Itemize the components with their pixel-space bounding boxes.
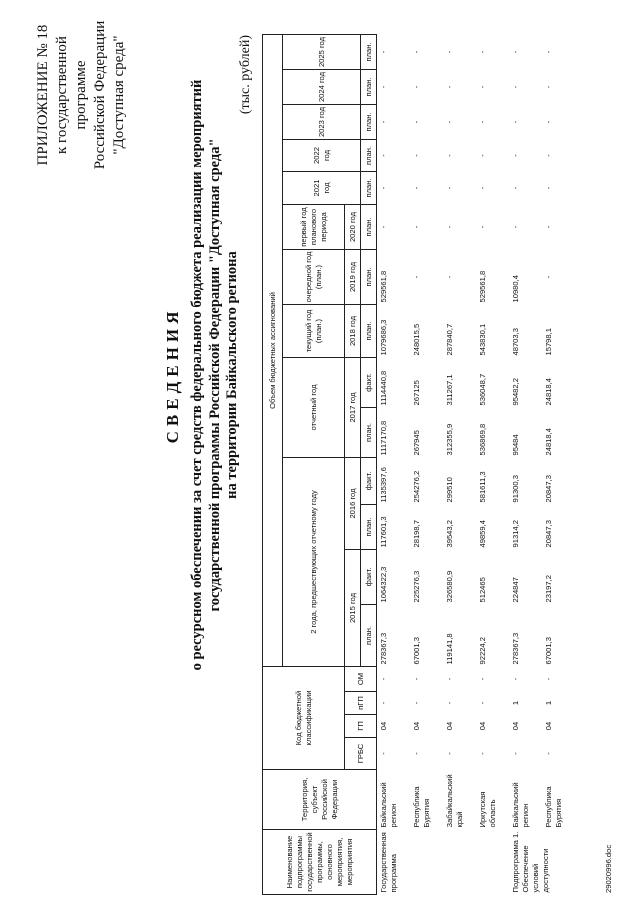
value-cell: 326580,9 <box>445 570 454 603</box>
value-cell: 581611,3 <box>478 471 487 503</box>
code-cell: - <box>445 752 454 755</box>
code-cell: - <box>478 677 487 681</box>
value-cell: - <box>412 154 421 157</box>
value-cell: 267125 <box>412 380 421 406</box>
value-cell: - <box>445 154 454 157</box>
territory-cell: Байкальский регион <box>379 782 398 828</box>
code-cell: - <box>379 677 388 681</box>
value-cell: 536869,8 <box>478 423 487 456</box>
value-cell: 92224,2 <box>478 637 487 665</box>
value-cell: - <box>445 85 454 89</box>
value-cell: 91314,2 <box>511 520 520 548</box>
header-plan: план. <box>361 305 377 358</box>
territory-cell: Республика Бурятия <box>544 786 563 828</box>
header-plan: план. <box>361 408 377 458</box>
territory-cell: Байкальский регион <box>511 782 530 828</box>
budget-table <box>262 34 575 895</box>
value-cell: 10980,4 <box>511 275 520 303</box>
header-year-2017: 2017 год <box>345 358 361 458</box>
value-cell: - <box>511 186 520 190</box>
header-plan: план. <box>361 505 377 550</box>
header-plan: план. <box>361 70 377 105</box>
value-cell: - <box>511 50 520 54</box>
value-cell: 20847,3 <box>544 475 553 503</box>
value-cell: - <box>478 120 487 124</box>
table-row <box>443 35 476 895</box>
value-cell: 117601,3 <box>379 516 388 548</box>
code-cell: 1 <box>511 700 520 706</box>
value-cell: - <box>511 120 520 124</box>
code-cell: - <box>544 752 553 755</box>
header-2021: 2021 год <box>283 172 361 205</box>
header-year-2015: 2015 год <box>345 550 361 667</box>
header-year-2019: 2019 год <box>345 250 361 305</box>
value-cell: 23197,2 <box>544 575 553 603</box>
value-cell: 28198,7 <box>412 520 421 548</box>
value-cell: 543830,1 <box>478 323 487 356</box>
file-name: 29020996.doc <box>604 844 613 893</box>
code-cell: 04 <box>379 721 388 731</box>
value-cell: - <box>478 85 487 89</box>
value-cell: - <box>511 225 520 229</box>
header-2024: 2024 год <box>283 70 361 105</box>
header-code-om: ОМ <box>345 667 377 692</box>
code-cell: 04 <box>511 721 520 731</box>
value-cell: 536048,7 <box>478 373 487 406</box>
value-cell: 67001,3 <box>544 637 553 665</box>
table-row <box>410 35 443 895</box>
value-cell: 1079686,3 <box>379 319 388 356</box>
subtitle-line: о ресурсном обеспечении за счет средств федерального бюджета реализации мероприятий <box>189 79 205 671</box>
value-cell: - <box>544 154 553 157</box>
value-cell: - <box>478 154 487 157</box>
value-cell: 225276,3 <box>412 570 421 603</box>
value-cell: 24818,4 <box>544 428 553 456</box>
value-cell: 278367,3 <box>379 632 388 665</box>
value-cell: 48703,3 <box>511 328 520 356</box>
header-year-2020: 2020 год <box>345 205 361 250</box>
code-cell: - <box>445 677 454 681</box>
header-code-group: Код бюджетной классификации <box>263 667 345 770</box>
value-cell: 287840,7 <box>445 323 454 356</box>
value-cell: - <box>412 186 421 190</box>
header-code-grbs: ГРБС <box>345 738 377 770</box>
header-2025: 2025 год <box>283 35 361 70</box>
header-current-year: текущий год (план.) <box>283 305 345 358</box>
header-plan: план. <box>361 172 377 205</box>
value-cell: 1114440,8 <box>379 370 388 406</box>
header-next-year: очередной год (план.) <box>283 250 345 305</box>
value-cell: - <box>511 85 520 89</box>
value-cell: - <box>544 85 553 89</box>
value-cell: 15798,1 <box>544 328 553 356</box>
value-cell: 254276,2 <box>412 470 421 503</box>
value-cell: 91300,3 <box>511 475 520 503</box>
header-code-gp: ГП <box>345 715 377 738</box>
value-cell: 311267,1 <box>445 374 454 406</box>
territory-cell: Забайкальский край <box>445 774 464 828</box>
value-cell: - <box>412 50 421 54</box>
appendix-header <box>34 5 129 185</box>
value-cell: - <box>412 275 421 279</box>
value-cell: 224847 <box>511 577 520 603</box>
value-cell: 248015,5 <box>412 323 421 356</box>
value-cell: 312355,9 <box>445 423 454 456</box>
header-year-2016: 2016 год <box>345 458 361 550</box>
value-cell: - <box>544 186 553 190</box>
value-cell: - <box>379 120 388 124</box>
document-title: СВЕДЕНИЯ <box>163 306 182 444</box>
value-cell: - <box>445 120 454 124</box>
appendix-line: Российской Федерации <box>92 20 108 170</box>
value-cell: - <box>544 50 553 54</box>
header-code-pgp: пГП <box>345 692 377 715</box>
header-report-year: отчетный год <box>283 358 345 458</box>
units-label: (тыс. рублей) <box>238 35 253 115</box>
value-cell: 24818,4 <box>544 378 553 406</box>
header-first-plan-year: первый год планового периода <box>283 205 345 250</box>
code-cell: - <box>445 701 454 705</box>
code-cell: - <box>478 701 487 705</box>
header-2023: 2023 год <box>283 105 361 140</box>
value-cell: - <box>478 186 487 190</box>
value-cell: - <box>412 85 421 89</box>
header-volume: Объем бюджетных ассигнований <box>263 35 283 667</box>
code-cell: 04 <box>544 721 553 731</box>
value-cell: - <box>544 120 553 124</box>
value-cell: 95484 <box>511 434 520 456</box>
code-cell: - <box>412 701 421 705</box>
value-cell: - <box>379 154 388 157</box>
code-cell: - <box>544 677 553 681</box>
header-territory: Территория, субъект Российской Федерации <box>263 770 377 830</box>
code-cell: - <box>379 701 388 705</box>
value-cell: 278367,3 <box>511 632 520 665</box>
code-cell: - <box>511 677 520 681</box>
value-cell: - <box>511 154 520 157</box>
table-row <box>542 35 575 895</box>
value-cell: 20847,3 <box>544 520 553 548</box>
header-fact: факт. <box>361 458 377 505</box>
header-year-2018: 2018 год <box>345 305 361 358</box>
appendix-line: "Доступная среда" <box>111 35 127 155</box>
value-cell: - <box>379 50 388 54</box>
code-cell: 04 <box>412 721 421 731</box>
code-cell: - <box>412 677 421 681</box>
value-cell: - <box>445 225 454 229</box>
header-plan: план. <box>361 140 377 172</box>
table-row <box>476 35 509 895</box>
code-cell: - <box>511 752 520 755</box>
document-subtitle <box>189 25 242 725</box>
value-cell: - <box>544 225 553 229</box>
code-cell: 04 <box>478 721 487 731</box>
code-cell: - <box>379 752 388 755</box>
code-cell: 1 <box>544 700 553 706</box>
header-name: Наименование подпрограммы государственной программы, основного мероприятия, мероприятия <box>263 830 377 895</box>
subtitle-line: государственной программы Российской Федерации "Доступная среда" <box>206 138 223 612</box>
code-cell: 04 <box>445 721 454 731</box>
table-body <box>377 35 576 895</box>
value-cell: - <box>478 50 487 54</box>
value-cell: - <box>544 275 553 279</box>
appendix-line: ПРИЛОЖЕНИЕ № 18 <box>35 24 51 166</box>
value-cell: - <box>379 85 388 89</box>
value-cell: 95482,2 <box>511 378 520 406</box>
value-cell: - <box>379 186 388 190</box>
value-cell: - <box>445 275 454 279</box>
header-plan: план. <box>361 35 377 70</box>
code-cell: - <box>412 752 421 755</box>
value-cell: 267945 <box>412 430 421 456</box>
value-cell: 39543,2 <box>445 520 454 548</box>
value-cell: 512465 <box>478 577 487 603</box>
value-cell: - <box>412 225 421 229</box>
appendix-line: к государственной программе <box>54 36 89 154</box>
value-cell: - <box>478 225 487 229</box>
program-name-cell: Государственная программа <box>379 832 398 893</box>
table-row <box>377 35 411 895</box>
value-cell: - <box>445 186 454 190</box>
header-two-years: 2 года, предшествующих отчетному году <box>283 458 345 667</box>
table-row <box>509 35 542 895</box>
value-cell: 529561,8 <box>478 270 487 303</box>
value-cell: - <box>379 225 388 229</box>
value-cell: 1135397,6 <box>379 467 388 503</box>
value-cell: 49859,4 <box>478 520 487 548</box>
header-plan: план. <box>361 105 377 140</box>
territory-cell: Иркутская область <box>478 791 497 828</box>
code-cell: - <box>478 752 487 755</box>
header-plan: план. <box>361 205 377 250</box>
value-cell: 67001,3 <box>412 637 421 665</box>
value-cell: 1064322,3 <box>379 566 388 603</box>
value-cell: 1117170,8 <box>379 420 388 456</box>
table-header <box>263 35 377 895</box>
header-fact: факт. <box>361 550 377 605</box>
value-cell: 119141,8 <box>445 633 454 665</box>
subtitle-line: на территории Байкальского региона <box>224 251 240 499</box>
value-cell: - <box>412 120 421 124</box>
header-2022: 2022 год <box>283 140 361 172</box>
header-fact: факт. <box>361 358 377 408</box>
value-cell: 529561,8 <box>379 270 388 303</box>
value-cell: 299510 <box>445 477 454 503</box>
territory-cell: Республика Бурятия <box>412 786 431 828</box>
value-cell: - <box>445 50 454 54</box>
header-plan: план. <box>361 605 377 667</box>
program-name-cell: Подпрограмма 1. Обеспечение условий доступности <box>511 831 550 893</box>
header-plan: план. <box>361 250 377 305</box>
